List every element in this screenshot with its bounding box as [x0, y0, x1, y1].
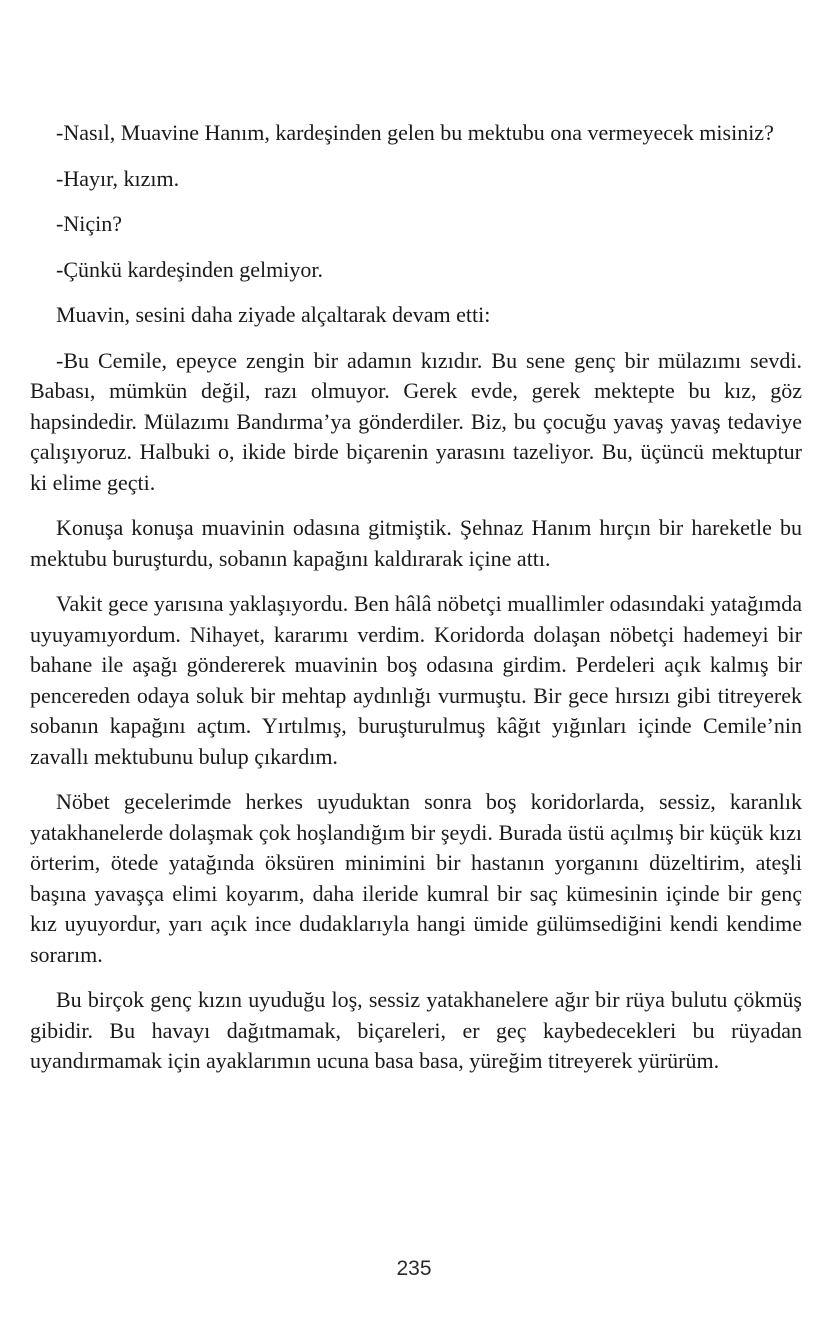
paragraph: Muavin, sesini daha ziyade alçaltarak devam etti: — [56, 302, 491, 327]
paragraph: -Çünkü kardeşinden gelmiyor. — [56, 256, 324, 282]
paragraph: Vakit gece yarısına yaklaşıyordu. Ben hâlâ nöbetçi muallimler odasındaki yatağımda uyuyamıyordum. Nihayet, kararımı verdim. Koridorda dolaşan nöbetçi hademeyi bir bahane ile aşağı göndererek muavinin boş odasına girdim. Perdeleri açık kalmış bir pencereden odaya soluk bir mehtap aydınlığı vurmuştu. Bir gece hırsızı gibi titreyerek sobanın kapağını açtım. Yırtılmış, buruşturulmuş kâğıt yığınları içinde Cemile’nin zavallı mektubunu bulup çıkardım. — [30, 591, 802, 769]
paragraph: -Niçin? — [56, 211, 122, 236]
page-number: 235 — [396, 1257, 432, 1280]
body-text — [30, 118, 802, 1092]
paragraph: -Nasıl, Muavine Hanım, kardeşinden gelen bu mektubu ona vermeyecek misiniz? — [56, 120, 774, 145]
paragraph: Nöbet gecelerimde herkes uyuduktan sonra boş koridorlarda, sessiz, karanlık yatakhanelerde dolaşmak çok hoşlandığım bir şeydi. Burada üstü açılmış bir küçük kızı örterim, ötede yatağında öksüren minimini bir hastanın yorganını düzeltirim, ateşli başına yavaşça elimi koyarım, daha ileride kumral bir saç kümesinin içinde bir genç kız uyuyordur, yarı açık ince dudaklarıyla hangi ümide gülümsediğini kendi kendime sorarım. — [30, 789, 802, 967]
paragraph: Konuşa konuşa muavinin odasına gitmiştik. Şehnaz Hanım hırçın bir hareketle bu mektubu buruşturdu, sobanın kapağını kaldırarak içine attı. — [30, 515, 802, 571]
paragraph: -Bu Cemile, epeyce zengin bir adamın kızıdır. Bu sene genç bir mülazımı sevdi. Babası, mümkün değil, razı olmuyor. Gerek evde, gerek mektepte bu kız, göz hapsindedir. Mülazımı Bandırma’ya gönderdiler. Biz, bu çocuğu yavaş yavaş tedaviye çalışıyoruz. Halbuki o, ikide birde biçarenin yarasını tazeliyor. Bu, üçüncü mektuptur ki elime geçti. — [30, 347, 802, 495]
paragraph: Bu birçok genç kızın uyuduğu loş, sessiz yatakhanelere ağır bir rüya bulutu çökmüş gibidir. Bu havayı dağıtmamak, biçareleri, er geç kaybedecekleri bu rüyadan uyandırmamak için ayaklarımın ucuna basa basa, yüreğim titreyerek yürürüm. — [30, 987, 802, 1073]
paragraph: -Hayır, kızım. — [56, 165, 180, 191]
